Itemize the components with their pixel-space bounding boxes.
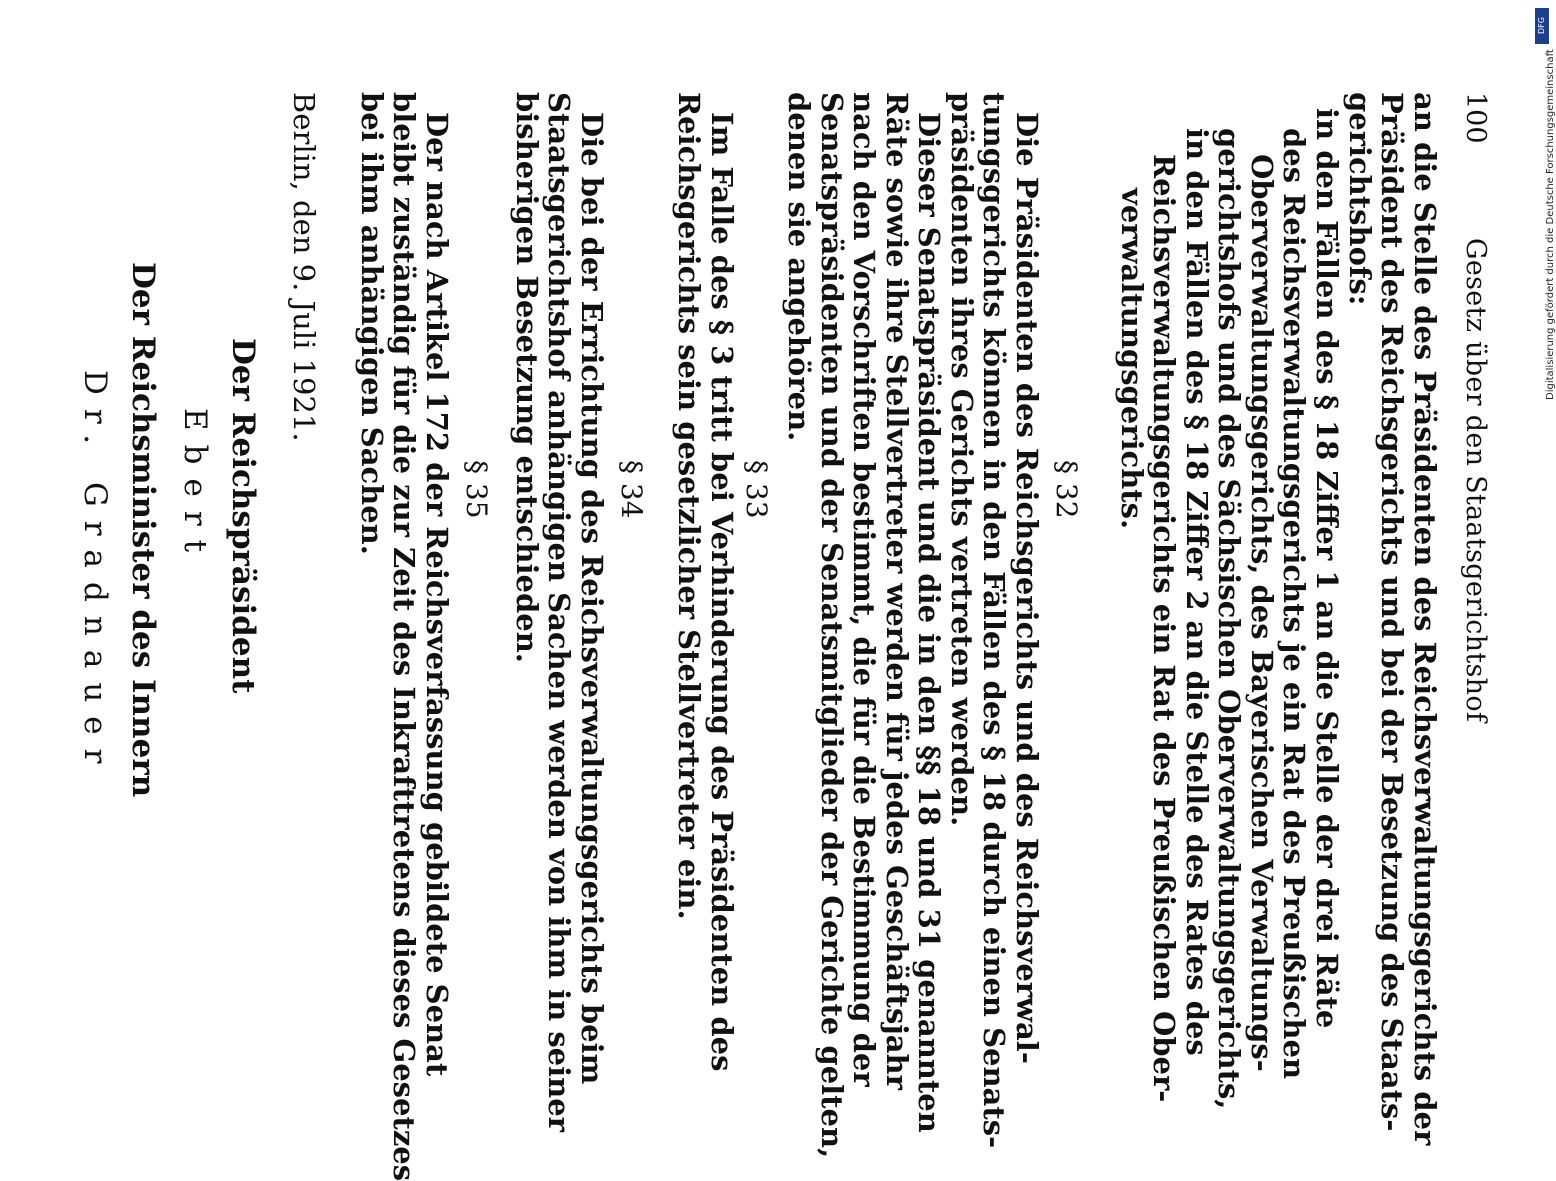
text-line: Der nach Artikel 172 der Reichsverfassung gebildete Senat <box>420 112 454 1077</box>
text-line: Senatspräsidenten und der Senatsmitglieder der Gerichte gelten, <box>815 92 849 1159</box>
text-line: bei ihm anhängigen Sachen. <box>355 92 389 555</box>
section-heading-32: § 32 <box>1050 460 1083 519</box>
text-line: Staatsgerichtshof anhängigen Sachen werden von ihm in seiner <box>542 92 577 1132</box>
list-line: Oberverwaltungsgerichts, des Bayerischen Verwaltungs- <box>1245 154 1279 1072</box>
page-header-title: Gesetz über den Staatsgerichtshof <box>1460 238 1491 723</box>
minister-title: Der Reichsminister des Innern <box>125 262 161 798</box>
minister-name: Dr. Gradnauer <box>77 370 113 778</box>
date-line: Berlin, den 9. Juli 1921. <box>287 92 321 442</box>
list-line: des Reichsverwaltungsgerichts je ein Rat des Preußischen <box>1277 128 1312 1080</box>
list-line: in den Fällen des § 18 Ziffer 1 an die Stelle der drei Räte <box>1310 108 1344 1029</box>
intro-paragraph <box>1343 92 1442 1146</box>
text-line: Präsident des Reichsgerichts und bei der Besetzung des Staats- <box>1375 92 1410 1132</box>
text-line: Dieser Senatspräsident und die in den §§ 18 und 31 genannten <box>912 112 947 1133</box>
text-line: Die bei der Errichtung des Reichsverwaltungsgerichts beim <box>575 112 609 1085</box>
dfg-logo: DFG <box>1535 8 1549 44</box>
text-line: Räte sowie ihre Stellvertreter werden für jedes Geschäftsjahr <box>880 92 914 1090</box>
section-heading-34: § 34 <box>615 460 648 519</box>
section-heading-33: § 33 <box>740 460 773 519</box>
text-line: Im Falle des § 3 tritt bei Verhinderung des Präsidenten des <box>705 112 739 1072</box>
text-line: nach den Vorschriften bestimmt, die für die Bestimmung der <box>847 92 882 1087</box>
president-title: Der Reichspräsident <box>225 338 261 694</box>
section-32-text <box>782 92 1044 1159</box>
text-line: gerichtshofs: <box>1343 92 1377 306</box>
text-line: denen sie angehören. <box>782 92 817 442</box>
text-line: Die Präsidenten des Reichsgerichts und des Reichsverwal- <box>1010 112 1044 1064</box>
section-33-text <box>672 92 739 1072</box>
text-line: bleibt zuständig für die zur Zeit des Inkrafttretens dieses Gesetzes <box>387 92 422 1181</box>
text-line: bisherigen Besetzung entschieden. <box>510 92 544 663</box>
section-34-text <box>510 92 609 1132</box>
text-line: an die Stelle des Präsidenten des Reichsverwaltungsgerichts der <box>1408 92 1442 1146</box>
president-name: Ebert <box>177 408 213 567</box>
list-line: gerichtshofs und des Sächsischen Oberverwaltungsgerichts, <box>1212 128 1247 1110</box>
text-line: Reichsgerichts sein gesetzlicher Stellvertreter ein. <box>672 92 707 920</box>
section-35-text <box>355 92 454 1181</box>
list-line: verwaltungsgerichts. <box>1115 188 1149 530</box>
dfg-funding-note: Digitalisierung gefördert durch die Deutsche Forschungsgemeinschaft <box>1545 49 1556 400</box>
text-line: tungsgerichts können in den Fällen des § 18 durch einen Senats- <box>977 92 1012 1149</box>
list-paragraph <box>1115 92 1344 1110</box>
page-number: 100 <box>1460 92 1491 144</box>
section-heading-35: § 35 <box>460 460 493 519</box>
text-line: präsidenten ihres Gerichts vertreten werden. <box>945 92 979 827</box>
list-line: in den Fällen des § 18 Ziffer 2 an die Stelle des Rates des <box>1180 128 1214 1056</box>
list-line: Reichsverwaltungsgerichts ein Rat des Preußischen Ober- <box>1147 154 1182 1103</box>
